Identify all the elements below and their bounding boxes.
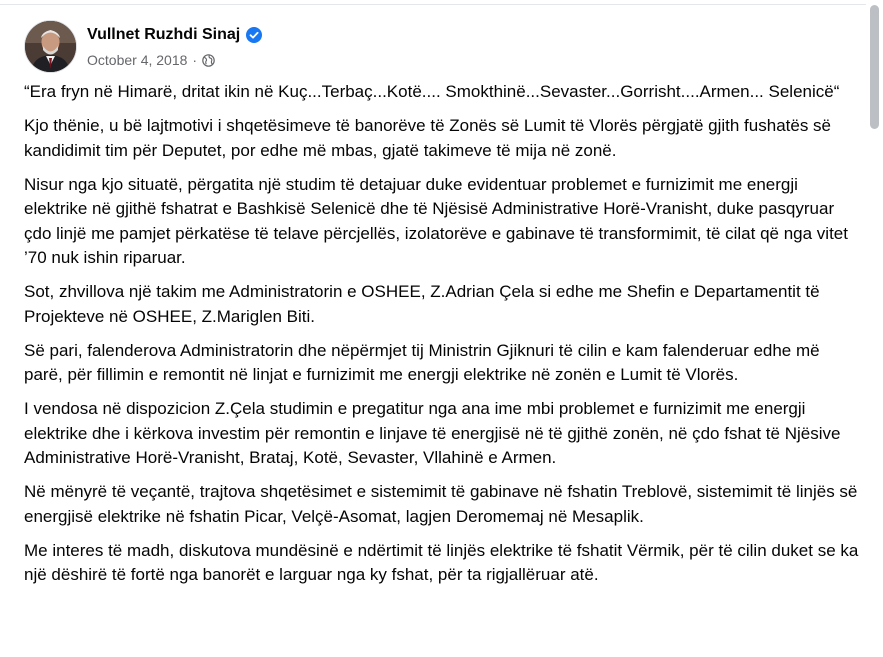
post-date[interactable]: October 4, 2018 bbox=[87, 51, 188, 68]
post-text bbox=[24, 80, 862, 597]
top-divider bbox=[0, 0, 866, 5]
verified-badge-icon bbox=[246, 27, 262, 43]
scrollbar-thumb[interactable] bbox=[870, 5, 879, 129]
paragraph: Sot, zhvillova një takim me Administratorin e OSHEE, Z.Adrian Çela si edhe me Shefin e Departamentit të Projekteve në OSHEE, Z.Mariglen Biti. bbox=[24, 282, 820, 326]
post-meta bbox=[87, 51, 262, 69]
paragraph: Së pari, falenderova Administratorin dhe nëpërmjet tij Ministrin Gjiknuri të cilin e kam falenderuar edhe më parë, për fillimin e remontit në linjat e furnizimit me energji elektrike në zonën e Lumit të Vlorës. bbox=[24, 340, 820, 384]
post-header bbox=[24, 20, 262, 73]
paragraph: Kjo thënie, u bë lajtmotivi i shqetësimeve të banorëve të Zonës së Lumit të Vlorës përgjatë gjith fushatës së kandidimit tim për Deputet, por edhe më mbas, gjatë takimeve të mija në zonë. bbox=[24, 116, 832, 160]
vertical-scrollbar[interactable] bbox=[866, 0, 883, 657]
author-name[interactable]: Vullnet Ruzhdi Sinaj bbox=[87, 25, 241, 43]
paragraph: Me interes të madh, diskutova mundësinë e ndërtimit të linjës elektrike të fshatit Vërmik, për të cilin duket se ka një dëshirë të fortë nga banorët e larguar nga ky fshat, për ta rigjallëruar atë. bbox=[24, 540, 859, 584]
paragraph: I vendosa në dispozicion Z.Çela studimin e pregatitur nga ana ime mbi problemet e furnizimit me energji elektrike dhe i kërkova investim për remontin e linjave të energjisë në të gjithë zonën, në çdo fshat të Njësive Administrative Horë-Vranisht, Brataj, Kotë, Sevaster, Vllahinë e Armen. bbox=[24, 399, 841, 467]
author-block bbox=[87, 25, 262, 69]
paragraph: “Era fryn në Himarë, dritat ikin në Kuç...Terbaç...Kotë.... Smokthinë...Sevaster...Gorrisht....Armen... Selenicë“ bbox=[24, 82, 840, 101]
globe-icon[interactable] bbox=[202, 53, 215, 66]
paragraph: Në mënyrë të veçantë, trajtova shqetësimet e sistemimit të gabinave në fshatin Treblovë, sistemimit të linjës së energjisë elektrike në fshatin Picar, Velçë-Asomat, lagjen Deromemaj në Mesaplik. bbox=[24, 482, 858, 526]
meta-separator: · bbox=[192, 51, 198, 68]
author-row bbox=[87, 25, 262, 45]
paragraph: Nisur nga kjo situatë, përgatita një studim të detajuar duke evidentuar problemet e furnizimit me energji elektrike në gjithë fshatrat e Bashkisë Selenicë dhe të Njësisë Administrative Horë-Vranisht, duke pasqyruar çdo linjë me pamjet përkatëse të telave përcjellës, izolatorëve e gabinave të transformimit, të cilat që nga vitet ’70 nuk ishin riparuar. bbox=[24, 174, 848, 267]
avatar[interactable] bbox=[24, 20, 77, 73]
